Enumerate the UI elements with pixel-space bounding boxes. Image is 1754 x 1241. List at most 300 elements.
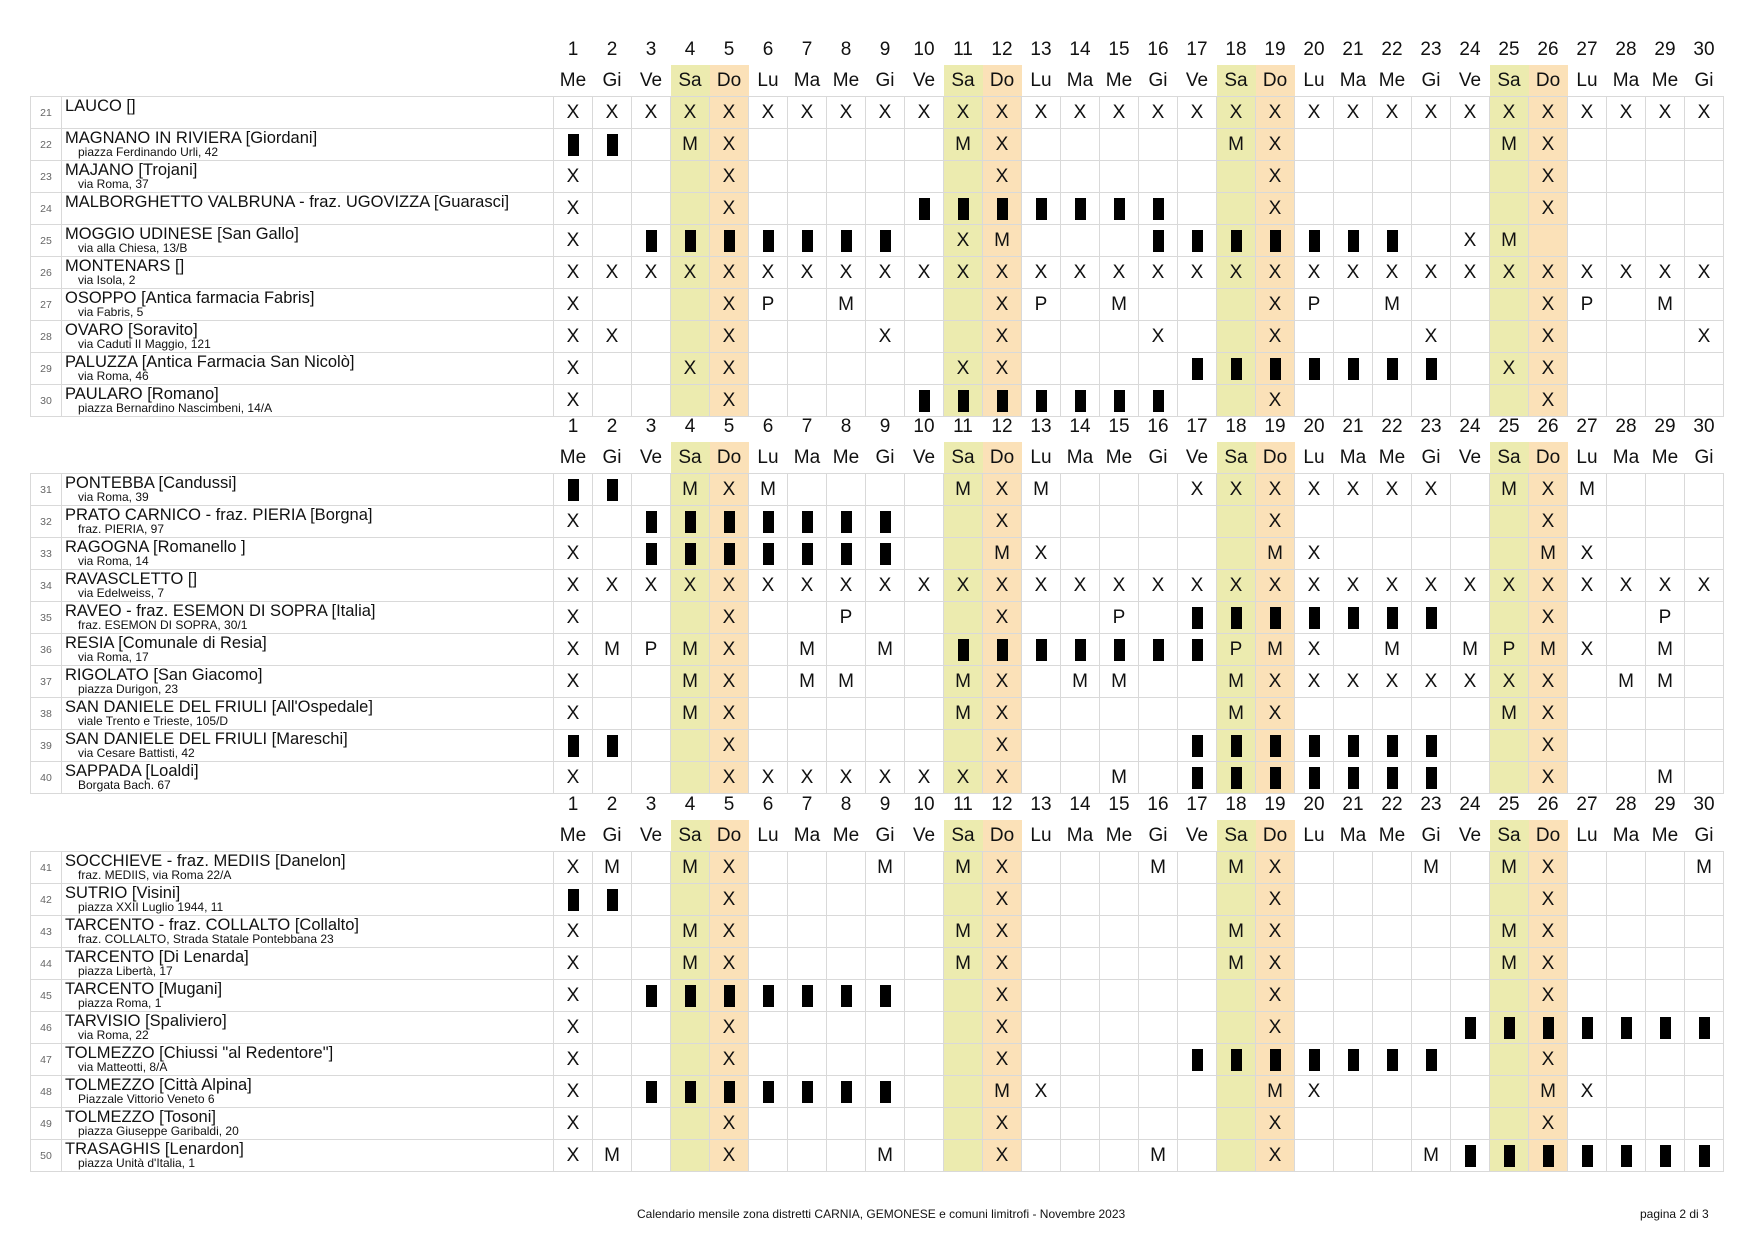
shift-bar-cell — [1295, 353, 1334, 385]
shift-mark: X — [1529, 698, 1568, 730]
empty-cell — [1139, 1044, 1178, 1076]
shift-bar-cell — [1178, 730, 1217, 762]
day-number: 12 — [991, 416, 1013, 437]
shift-bar — [1231, 230, 1242, 252]
shift-mark: M — [788, 666, 827, 698]
day-number: 11 — [953, 416, 973, 437]
shift-mark: X — [1529, 129, 1568, 161]
weekday-label: Me — [559, 70, 587, 91]
pharmacy-calendar-table — [30, 34, 1724, 417]
empty-cell — [1373, 980, 1412, 1012]
shift-bar — [763, 511, 774, 533]
day-number: 13 — [1030, 416, 1052, 437]
shift-mark: X — [1022, 1076, 1061, 1108]
shift-bar-cell — [749, 225, 788, 257]
empty-cell — [827, 1108, 866, 1140]
empty-cell — [1607, 1076, 1646, 1108]
empty-cell — [905, 852, 944, 884]
empty-cell — [1646, 506, 1685, 538]
day-number: 25 — [1498, 416, 1520, 437]
empty-cell — [749, 698, 788, 730]
empty-cell — [1295, 884, 1334, 916]
weekday-label: Sa — [1490, 442, 1529, 474]
row-number: 30 — [31, 385, 62, 417]
empty-cell — [1451, 852, 1490, 884]
weekday-label: Do — [710, 820, 749, 852]
pharmacy-address: viale Trento e Trieste, 105/D — [78, 714, 229, 728]
weekday-label: Me — [832, 447, 860, 468]
shift-mark: X — [1295, 257, 1334, 289]
shift-mark: M — [1412, 852, 1451, 884]
shift-mark: X — [710, 1108, 749, 1140]
empty-cell — [632, 698, 671, 730]
empty-cell — [866, 884, 905, 916]
shift-mark: X — [983, 666, 1022, 698]
empty-cell — [1139, 129, 1178, 161]
empty-cell — [593, 1012, 632, 1044]
empty-cell — [1373, 852, 1412, 884]
shift-mark: X — [1256, 321, 1295, 353]
shift-bar-cell — [1061, 193, 1100, 225]
empty-cell — [632, 129, 671, 161]
empty-cell — [1217, 1012, 1256, 1044]
empty-cell — [866, 289, 905, 321]
empty-cell — [593, 289, 632, 321]
shift-mark: X — [554, 538, 593, 570]
shift-mark: X — [1139, 321, 1178, 353]
day-number: 11 — [953, 39, 973, 60]
weekday-label: Sa — [1490, 65, 1529, 97]
shift-bar-cell — [710, 506, 749, 538]
empty-cell — [788, 321, 827, 353]
day-number: 29 — [1654, 39, 1676, 60]
weekday-label: Ma — [1612, 825, 1640, 846]
shift-bar — [802, 511, 813, 533]
day-number: 22 — [1381, 39, 1403, 60]
empty-cell — [671, 161, 710, 193]
shift-bar — [1699, 1017, 1710, 1039]
empty-cell — [671, 193, 710, 225]
shift-mark: X — [827, 257, 866, 289]
shift-bar — [1192, 607, 1203, 629]
empty-cell — [788, 698, 827, 730]
shift-bar — [1231, 767, 1242, 789]
pharmacy-row — [31, 1076, 1724, 1108]
shift-mark: X — [710, 1044, 749, 1076]
row-number: 28 — [31, 321, 62, 353]
shift-bar-cell — [827, 506, 866, 538]
empty-cell — [1178, 321, 1217, 353]
shift-mark: X — [1256, 289, 1295, 321]
shift-bar — [607, 889, 618, 911]
empty-cell — [1022, 161, 1061, 193]
empty-cell — [1178, 289, 1217, 321]
pharmacy-address: via Roma, 39 — [78, 490, 149, 504]
row-number: 48 — [31, 1076, 62, 1108]
empty-cell — [1412, 1012, 1451, 1044]
shift-bar — [1465, 1145, 1476, 1167]
shift-bar — [1387, 358, 1398, 380]
empty-cell — [632, 1044, 671, 1076]
empty-cell — [1568, 980, 1607, 1012]
weekday-label: Gi — [602, 70, 622, 91]
empty-cell — [1451, 884, 1490, 916]
shift-mark: M — [983, 1076, 1022, 1108]
empty-cell — [1334, 1012, 1373, 1044]
shift-bar — [1660, 1017, 1671, 1039]
row-number: 40 — [31, 762, 62, 794]
empty-cell — [1061, 1044, 1100, 1076]
day-number: 3 — [645, 416, 657, 437]
pharmacy-address: via Caduti II Maggio, 121 — [78, 337, 211, 351]
shift-mark: X — [944, 257, 983, 289]
shift-mark: X — [710, 353, 749, 385]
pharmacy-address: via Edelweiss, 7 — [78, 586, 165, 600]
shift-mark: X — [1139, 257, 1178, 289]
pharmacy-row — [31, 129, 1724, 161]
shift-mark: M — [1607, 666, 1646, 698]
empty-cell — [1334, 129, 1373, 161]
shift-mark: X — [983, 980, 1022, 1012]
shift-mark: X — [866, 321, 905, 353]
weekday-label: Gi — [1148, 447, 1168, 468]
pharmacy-row — [31, 474, 1724, 506]
shift-bar — [1270, 767, 1281, 789]
shift-mark: M — [671, 698, 710, 730]
weekday-label: Lu — [1030, 70, 1052, 91]
shift-mark: X — [788, 570, 827, 602]
empty-cell — [905, 161, 944, 193]
empty-cell — [1451, 321, 1490, 353]
shift-mark: M — [593, 1140, 632, 1172]
day-number: 9 — [879, 794, 891, 815]
shift-bar — [1621, 1017, 1632, 1039]
weekday-label: Gi — [602, 447, 622, 468]
shift-bar-cell — [749, 506, 788, 538]
shift-bar — [841, 230, 852, 252]
empty-cell — [593, 538, 632, 570]
shift-mark: M — [1646, 762, 1685, 794]
empty-cell — [1178, 1140, 1217, 1172]
shift-bar-cell — [749, 538, 788, 570]
empty-cell — [1139, 538, 1178, 570]
empty-cell — [1373, 538, 1412, 570]
empty-cell — [1178, 884, 1217, 916]
pharmacy-address: fraz. PIERIA, 97 — [78, 522, 165, 536]
empty-cell — [827, 474, 866, 506]
shift-mark: X — [1217, 474, 1256, 506]
shift-mark: X — [983, 698, 1022, 730]
shift-bar-cell — [1568, 1012, 1607, 1044]
shift-mark: X — [1607, 570, 1646, 602]
shift-bar — [1309, 230, 1320, 252]
empty-cell — [749, 634, 788, 666]
weekday-label: Do — [1529, 65, 1568, 97]
shift-mark: X — [983, 852, 1022, 884]
empty-cell — [1490, 193, 1529, 225]
pharmacy-row — [31, 980, 1724, 1012]
empty-cell — [1568, 1044, 1607, 1076]
empty-cell — [1412, 129, 1451, 161]
empty-cell — [1451, 474, 1490, 506]
weekday-label: Me — [832, 70, 860, 91]
shift-mark: X — [983, 289, 1022, 321]
shift-bar-cell — [1178, 1044, 1217, 1076]
empty-cell — [788, 948, 827, 980]
pharmacy-cell — [62, 353, 554, 385]
pharmacy-name: PAULARO [Romano] — [65, 385, 219, 403]
shift-mark: M — [1685, 852, 1724, 884]
day-number: 4 — [684, 39, 696, 60]
day-number: 6 — [762, 794, 774, 815]
shift-mark: X — [1256, 1108, 1295, 1140]
shift-bar-cell — [1412, 1044, 1451, 1076]
empty-cell — [827, 698, 866, 730]
row-number: 44 — [31, 948, 62, 980]
shift-mark: X — [554, 1140, 593, 1172]
pharmacy-cell — [62, 916, 554, 948]
day-number: 20 — [1303, 39, 1325, 60]
pharmacy-row — [31, 602, 1724, 634]
weekday-label: Ve — [1458, 447, 1482, 468]
empty-cell — [905, 980, 944, 1012]
empty-cell — [788, 916, 827, 948]
empty-cell — [1685, 1108, 1724, 1140]
weekday-label: Ve — [639, 447, 663, 468]
empty-cell — [1139, 916, 1178, 948]
shift-bar — [724, 1081, 735, 1103]
weekday-label: Do — [1256, 65, 1295, 97]
pharmacy-address: piazza Ferdinando Urli, 42 — [78, 145, 219, 159]
shift-mark: M — [1490, 698, 1529, 730]
shift-mark: X — [905, 570, 944, 602]
shift-bar — [1036, 198, 1047, 220]
shift-bar — [1387, 607, 1398, 629]
empty-cell — [788, 353, 827, 385]
day-number: 18 — [1225, 416, 1247, 437]
empty-cell — [1607, 289, 1646, 321]
shift-mark: X — [710, 884, 749, 916]
empty-cell — [1412, 289, 1451, 321]
empty-cell — [1061, 730, 1100, 762]
empty-cell — [1334, 161, 1373, 193]
empty-cell — [866, 193, 905, 225]
empty-cell — [905, 634, 944, 666]
pharmacy-address: via Roma, 17 — [78, 650, 149, 664]
empty-cell — [1217, 321, 1256, 353]
shift-bar-cell — [593, 884, 632, 916]
shift-bar — [1114, 390, 1125, 412]
empty-cell — [1334, 634, 1373, 666]
weekday-label: Ve — [639, 70, 663, 91]
empty-cell — [632, 193, 671, 225]
day-number: 16 — [1147, 39, 1169, 60]
shift-mark: M — [1061, 666, 1100, 698]
shift-mark: M — [1139, 852, 1178, 884]
empty-cell — [1061, 916, 1100, 948]
shift-bar — [1387, 230, 1398, 252]
day-number: 16 — [1147, 416, 1169, 437]
empty-cell — [1022, 980, 1061, 1012]
shift-bar — [1153, 230, 1164, 252]
day-number: 7 — [801, 39, 813, 60]
empty-cell — [1607, 225, 1646, 257]
empty-cell — [1685, 506, 1724, 538]
empty-cell — [632, 1108, 671, 1140]
empty-cell — [944, 1140, 983, 1172]
empty-cell — [1568, 602, 1607, 634]
shift-mark: X — [710, 321, 749, 353]
empty-cell — [1646, 225, 1685, 257]
empty-cell — [1217, 193, 1256, 225]
empty-cell — [749, 852, 788, 884]
day-number: 25 — [1498, 39, 1520, 60]
shift-mark: X — [710, 916, 749, 948]
empty-cell — [593, 193, 632, 225]
empty-cell — [788, 1140, 827, 1172]
empty-cell — [1061, 129, 1100, 161]
shift-bar-cell — [1334, 1044, 1373, 1076]
empty-cell — [1685, 1076, 1724, 1108]
shift-bar-cell — [1646, 1140, 1685, 1172]
pharmacy-row — [31, 916, 1724, 948]
shift-mark: X — [1529, 570, 1568, 602]
day-number: 14 — [1069, 416, 1091, 437]
shift-mark: P — [1022, 289, 1061, 321]
shift-mark: M — [1646, 666, 1685, 698]
empty-cell — [1217, 161, 1256, 193]
empty-cell — [1412, 634, 1451, 666]
empty-cell — [749, 193, 788, 225]
shift-mark: X — [554, 289, 593, 321]
empty-cell — [1607, 193, 1646, 225]
empty-cell — [1022, 1108, 1061, 1140]
shift-bar — [1075, 639, 1086, 661]
row-number: 49 — [31, 1108, 62, 1140]
empty-cell — [905, 1108, 944, 1140]
shift-bar-cell — [749, 1076, 788, 1108]
shift-bar-cell — [983, 193, 1022, 225]
shift-bar — [1192, 767, 1203, 789]
shift-mark: M — [593, 852, 632, 884]
empty-cell — [1178, 1108, 1217, 1140]
weekday-label: Ve — [912, 825, 936, 846]
day-number: 8 — [840, 416, 852, 437]
empty-cell — [1646, 916, 1685, 948]
pharmacy-row — [31, 730, 1724, 762]
empty-cell — [1373, 506, 1412, 538]
empty-cell — [749, 602, 788, 634]
shift-bar — [1426, 607, 1437, 629]
shift-bar — [1348, 735, 1359, 757]
shift-mark: X — [1295, 1076, 1334, 1108]
shift-mark: X — [983, 474, 1022, 506]
shift-bar — [1426, 358, 1437, 380]
shift-mark: X — [1334, 570, 1373, 602]
shift-bar — [958, 639, 969, 661]
shift-mark: X — [554, 634, 593, 666]
empty-cell — [1100, 1076, 1139, 1108]
shift-mark: X — [1607, 257, 1646, 289]
row-number: 45 — [31, 980, 62, 1012]
day-number: 27 — [1576, 39, 1598, 60]
shift-mark: X — [1295, 474, 1334, 506]
shift-mark: X — [1568, 1076, 1607, 1108]
shift-bar-cell — [1022, 634, 1061, 666]
shift-bar — [763, 543, 774, 565]
shift-mark: X — [1529, 385, 1568, 417]
shift-mark: P — [1100, 602, 1139, 634]
shift-mark: M — [593, 634, 632, 666]
shift-mark: M — [944, 916, 983, 948]
shift-mark: X — [632, 257, 671, 289]
day-number-row — [31, 789, 1724, 820]
empty-cell — [1217, 1076, 1256, 1108]
shift-bar — [568, 134, 579, 156]
weekday-label: Me — [559, 825, 587, 846]
empty-cell — [749, 129, 788, 161]
shift-mark: M — [1217, 698, 1256, 730]
shift-bar — [1231, 735, 1242, 757]
weekday-label: Gi — [1421, 825, 1441, 846]
day-number: 12 — [991, 39, 1013, 60]
empty-cell — [866, 1012, 905, 1044]
empty-cell — [866, 1044, 905, 1076]
pharmacy-name: RAVEO - fraz. ESEMON DI SOPRA [Italia] — [65, 602, 376, 620]
shift-mark: X — [788, 257, 827, 289]
empty-cell — [1373, 1012, 1412, 1044]
empty-cell — [1646, 1108, 1685, 1140]
weekday-label: Ve — [912, 70, 936, 91]
weekday-label: Ma — [1339, 70, 1367, 91]
weekday-label: Do — [710, 65, 749, 97]
shift-mark: M — [944, 666, 983, 698]
shift-mark: X — [827, 762, 866, 794]
pharmacy-address: via Roma, 37 — [78, 177, 149, 191]
pharmacy-row — [31, 698, 1724, 730]
empty-cell — [1568, 321, 1607, 353]
empty-cell — [1490, 538, 1529, 570]
shift-bar-cell — [554, 730, 593, 762]
day-number: 13 — [1030, 794, 1052, 815]
shift-bar-cell — [1295, 602, 1334, 634]
empty-cell — [788, 852, 827, 884]
empty-cell — [827, 884, 866, 916]
empty-cell — [1100, 129, 1139, 161]
shift-mark: X — [554, 385, 593, 417]
shift-mark: P — [1295, 289, 1334, 321]
empty-cell — [1451, 1044, 1490, 1076]
empty-cell — [905, 1044, 944, 1076]
shift-mark: X — [593, 570, 632, 602]
shift-bar-cell — [1256, 730, 1295, 762]
shift-bar-cell — [749, 980, 788, 1012]
shift-bar-cell — [1256, 602, 1295, 634]
shift-bar — [1426, 767, 1437, 789]
weekday-label: Me — [1651, 825, 1679, 846]
shift-mark: X — [1529, 321, 1568, 353]
shift-mark: X — [1178, 474, 1217, 506]
shift-mark: X — [944, 353, 983, 385]
pharmacy-address: via Roma, 22 — [78, 1028, 149, 1042]
row-number: 21 — [31, 97, 62, 129]
shift-mark: M — [1490, 474, 1529, 506]
shift-bar — [997, 198, 1008, 220]
empty-cell — [827, 353, 866, 385]
empty-cell — [1100, 321, 1139, 353]
pharmacy-address: piazza Libertà, 17 — [78, 964, 173, 978]
shift-mark: X — [944, 225, 983, 257]
